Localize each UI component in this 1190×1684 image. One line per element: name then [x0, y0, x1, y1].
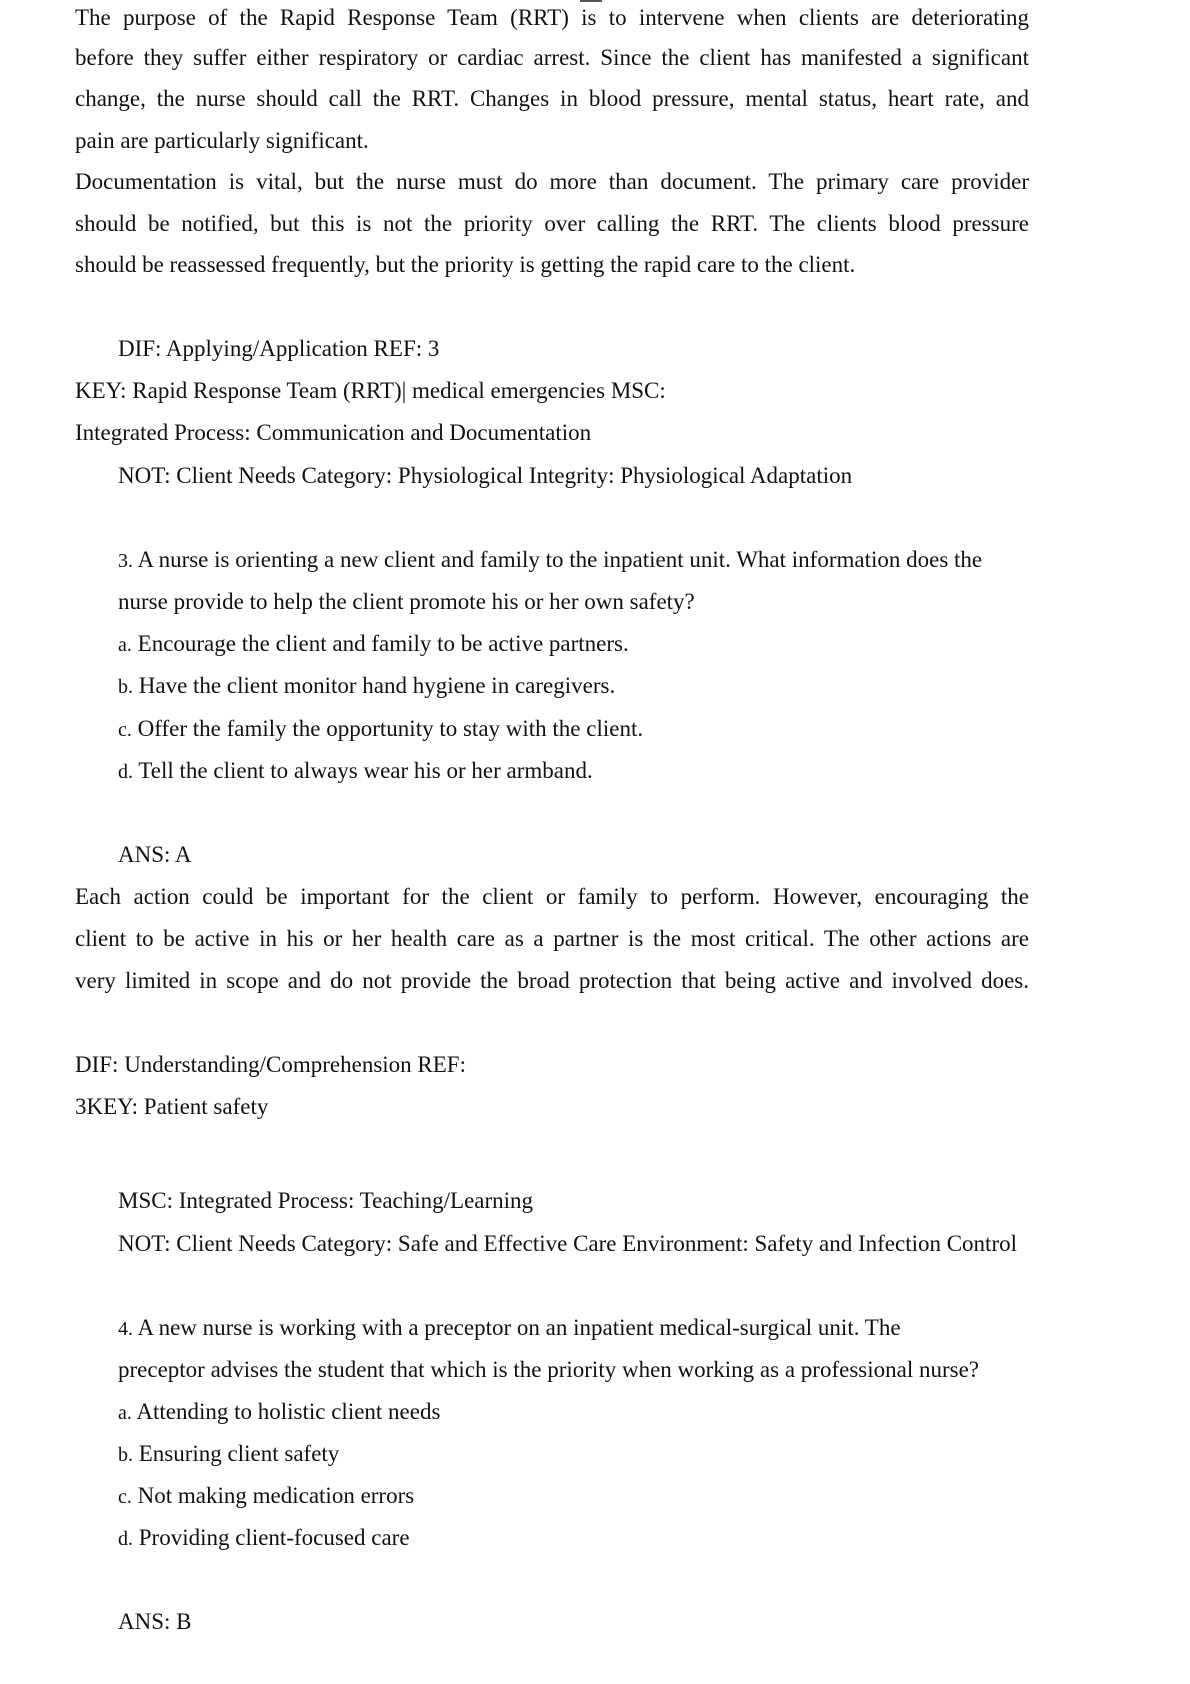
option-letter: c.	[118, 1486, 132, 1508]
option-letter: c.	[118, 719, 132, 741]
option-text: Encourage the client and family to be active partners.	[137, 631, 629, 656]
answer-option	[118, 1439, 339, 1470]
option-letter: a.	[118, 634, 132, 656]
option-letter: b.	[118, 676, 133, 698]
option-text: Ensuring client safety	[138, 1441, 340, 1466]
question-stem-line: A nurse is orienting a new client and family to the inpatient unit. What information does the	[137, 547, 983, 572]
integrated-process: MSC: Integrated Process: Teaching/Learning	[118, 1188, 534, 1213]
answer-key: ANS: A	[118, 842, 192, 867]
answer-option	[118, 671, 615, 702]
option-letter: b.	[118, 1444, 133, 1466]
answer-option	[118, 1397, 440, 1428]
question-stem	[118, 545, 982, 576]
rationale-line: The purpose of the Rapid Response Team (RRT) is to intervene when clients are deteriorating	[75, 5, 1029, 30]
answer-option	[118, 1523, 410, 1554]
rationale-line: very limited in scope and do not provide the broad protection that being active and involved does.	[75, 968, 1029, 993]
option-text: Providing client-focused care	[138, 1525, 410, 1550]
rationale-line: Documentation is vital, but the nurse must do more than document. The primary care provider	[75, 169, 1029, 194]
rationale-line: Each action could be important for the client or family to perform. However, encouraging the	[75, 884, 1029, 909]
question-stem	[118, 1313, 901, 1344]
key-msc: KEY: Rapid Response Team (RRT)| medical emergencies MSC:	[75, 378, 666, 403]
option-text: Have the client monitor hand hygiene in caregivers.	[138, 673, 616, 698]
dif-ref: DIF: Understanding/Comprehension REF:	[75, 1052, 466, 1077]
option-text: Not making medication errors	[137, 1483, 415, 1508]
client-needs: NOT: Client Needs Category: Physiological Integrity: Physiological Adaptation	[118, 463, 853, 488]
question-number: 3.	[118, 550, 133, 572]
answer-option	[118, 1481, 414, 1512]
option-text: Tell the client to always wear his or her armband.	[138, 758, 593, 783]
answer-key: ANS: B	[118, 1609, 192, 1634]
answer-option	[118, 629, 629, 660]
option-text: Attending to holistic client needs	[136, 1399, 441, 1424]
question-number: 4.	[118, 1318, 133, 1340]
client-needs: NOT: Client Needs Category: Safe and Effective Care Environment: Safety and Infection Control	[118, 1231, 1017, 1256]
rationale-line: before they suffer either respiratory or cardiac arrest. Since the client has manifested a significant	[75, 45, 1029, 70]
page-top-mark	[580, 0, 602, 2]
option-letter: a.	[118, 1402, 132, 1424]
dif-ref: DIF: Applying/Application REF: 3	[118, 336, 440, 361]
option-letter: d.	[118, 761, 133, 783]
rationale-line: client to be active in his or her health care as a partner is the most critical. The other actions are	[75, 926, 1029, 951]
question-stem-line: preceptor advises the student that which is the priority when working as a professional nurse?	[118, 1357, 979, 1382]
rationale-line: pain are particularly significant.	[75, 128, 369, 153]
rationale-line: change, the nurse should call the RRT. Changes in blood pressure, mental status, heart rate, and	[75, 86, 1029, 111]
key: 3KEY: Patient safety	[75, 1094, 269, 1119]
rationale-line: should be reassessed frequently, but the priority is getting the rapid care to the client.	[75, 252, 856, 277]
integrated-process: Integrated Process: Communication and Documentation	[75, 420, 592, 445]
question-stem-line: nurse provide to help the client promote his or her own safety?	[118, 589, 695, 614]
rationale-line: should be notified, but this is not the priority over calling the RRT. The clients blood pressure	[75, 211, 1029, 236]
answer-option	[118, 756, 593, 787]
option-text: Offer the family the opportunity to stay with the client.	[137, 716, 644, 741]
option-letter: d.	[118, 1528, 133, 1550]
answer-option	[118, 714, 643, 745]
question-stem-line: A new nurse is working with a preceptor on an inpatient medical-surgical unit. The	[137, 1315, 901, 1340]
